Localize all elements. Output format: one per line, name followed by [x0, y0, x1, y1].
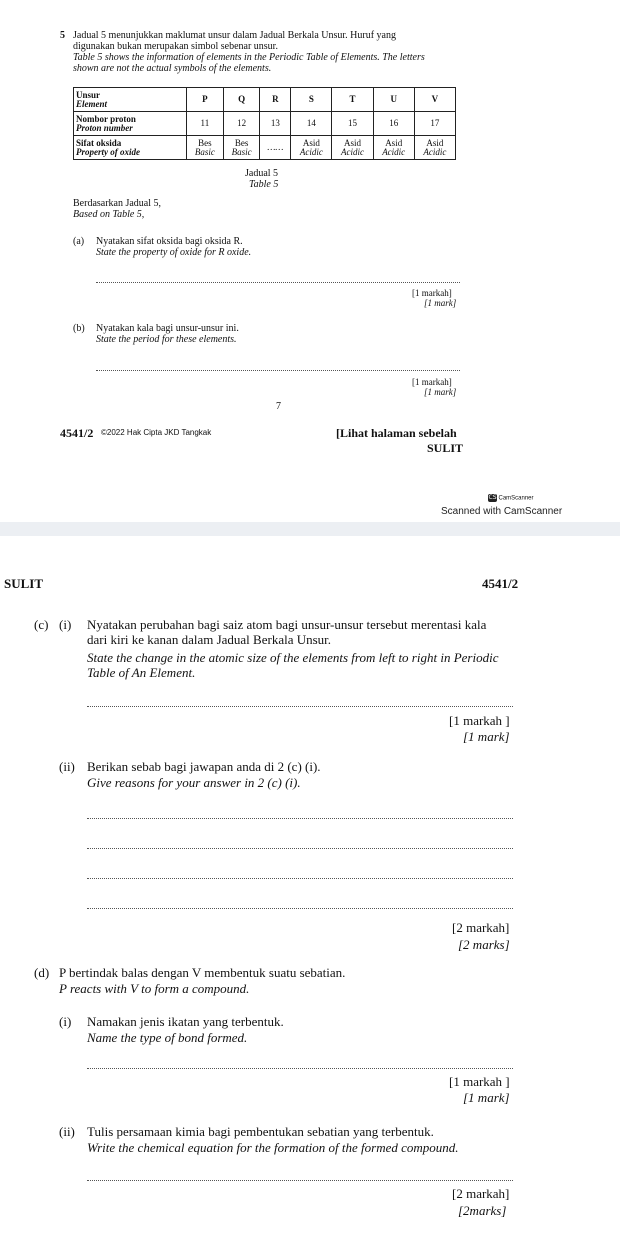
- camscanner-logo-text: CamScanner: [498, 495, 534, 502]
- oxide-cell: [187, 136, 224, 160]
- footer-code: 4541/2: [60, 426, 94, 440]
- based-on-ms: Berdasarkan Jadual 5,: [73, 198, 162, 209]
- element-table: [73, 87, 456, 160]
- proton-cell: 16: [373, 112, 414, 136]
- mark-en: [2marks]: [458, 1203, 507, 1218]
- question-c-i-en-2: Table of An Element.: [87, 665, 196, 680]
- answer-line[interactable]: [87, 706, 513, 707]
- table-header-oxide: [74, 136, 187, 160]
- oxide-cell: [332, 136, 373, 160]
- question-a-label: (a): [73, 236, 85, 247]
- camscanner-logo: [488, 494, 534, 502]
- element-cell: U: [373, 88, 414, 112]
- answer-line[interactable]: [87, 818, 513, 819]
- question-d-ms: P bertindak balas dengan V membentuk suatu sebatian.: [59, 965, 346, 980]
- answer-line[interactable]: [87, 848, 513, 849]
- oxide-cell: [291, 136, 332, 160]
- element-cell: P: [187, 88, 224, 112]
- proton-cell: 15: [332, 112, 373, 136]
- oxide-ms: Asid: [385, 137, 403, 148]
- question-c-label: (c): [34, 617, 49, 632]
- question-c-ii-ms: Berikan sebab bagi jawapan anda di 2 (c) (i).: [87, 759, 321, 774]
- oxide-en: Acidic: [341, 146, 365, 157]
- question-b-en: State the period for these elements.: [96, 334, 237, 345]
- oxide-ms: Asid: [302, 137, 320, 148]
- footer-next-page: [Lihat halaman sebelah: [336, 426, 457, 440]
- proton-label-ms: Nombor proton: [76, 113, 136, 124]
- answer-line[interactable]: [96, 282, 460, 283]
- oxide-en: Acidic: [382, 146, 406, 157]
- page-separator: [0, 522, 620, 536]
- proton-cell: 14: [291, 112, 332, 136]
- question-b-label: (b): [73, 323, 85, 334]
- question-d-label: (d): [34, 965, 50, 980]
- table-caption-ms: Jadual 5: [245, 168, 279, 179]
- footer-sulit: SULIT: [427, 441, 464, 455]
- question-d-ii-label: (ii): [59, 1124, 75, 1139]
- question-d-ii-en: Write the chemical equation for the formation of the formed compound.: [87, 1140, 459, 1155]
- mark-ms: [1 markah ]: [449, 1074, 510, 1089]
- table-row-oxide: [74, 136, 456, 160]
- question-c-ii-en: Give reasons for your answer in 2 (c) (i).: [87, 775, 301, 790]
- oxide-ms: Bes: [234, 137, 249, 148]
- oxide-en: Acidic: [299, 146, 323, 157]
- question-d-ii-ms: Tulis persamaan kimia bagi pembentukan sebatian yang terbentuk.: [87, 1124, 434, 1139]
- oxide-cell: [373, 136, 414, 160]
- question-c-i-en-1: State the change in the atomic size of the elements from left to right in Periodic: [87, 650, 499, 665]
- page-1: [0, 0, 620, 522]
- table-caption-en: Table 5: [249, 179, 279, 190]
- mark-ms: [2 markah]: [452, 1186, 510, 1201]
- table-header-proton: [74, 112, 187, 136]
- element-label-en: Element: [76, 98, 107, 109]
- oxide-cell: [260, 136, 291, 160]
- question-a-ms: Nyatakan sifat oksida bagi oksida R.: [96, 236, 243, 247]
- intro-en-line-1: Table 5 shows the information of elements in the Periodic Table of Elements. The letters: [73, 52, 425, 63]
- answer-line[interactable]: [87, 908, 513, 909]
- table-header-element: [74, 88, 187, 112]
- mark-en: [1 mark]: [463, 729, 510, 744]
- proton-cell: 12: [223, 112, 260, 136]
- question-c-ii-label: (ii): [59, 759, 75, 774]
- based-on-en: Based on Table 5,: [73, 209, 145, 220]
- oxide-label-ms: Sifat oksida: [76, 137, 122, 148]
- element-cell: Q: [223, 88, 260, 112]
- answer-line[interactable]: [87, 878, 513, 879]
- mark-en: [1 mark]: [424, 298, 457, 308]
- oxide-ms: Asid: [426, 137, 444, 148]
- proton-cell: 17: [414, 112, 455, 136]
- header-code: 4541/2: [482, 576, 519, 591]
- question-c-i-label: (i): [59, 617, 72, 632]
- element-cell: R: [260, 88, 291, 112]
- question-d-i-en: Name the type of bond formed.: [87, 1030, 248, 1045]
- page-2: [0, 536, 620, 1244]
- oxide-label-en: Property of oxide: [76, 146, 140, 157]
- question-d-i-label: (i): [59, 1014, 72, 1029]
- mark-en: [1 mark]: [424, 387, 457, 397]
- oxide-ms: Bes: [198, 137, 212, 148]
- mark-ms: [1 markah ]: [449, 713, 510, 728]
- mark-en: [1 mark]: [463, 1090, 510, 1105]
- mark-ms: [1 markah]: [412, 377, 452, 387]
- question-b-ms: Nyatakan kala bagi unsur-unsur ini.: [96, 323, 239, 334]
- question-c-i-ms-2: dari kiri ke kanan dalam Jadual Berkala Unsur.: [87, 632, 332, 647]
- camscanner-icon: CS: [488, 494, 497, 501]
- page-number: 7: [276, 401, 281, 412]
- question-d-en: P reacts with V to form a compound.: [59, 981, 250, 996]
- oxide-cell: [223, 136, 260, 160]
- mark-en: [2 marks]: [458, 937, 510, 952]
- answer-line[interactable]: [96, 370, 460, 371]
- footer-copyright: ©2022 Hak Cipta JKD Tangkak: [101, 428, 212, 437]
- intro-en-line-2: shown are not the actual symbols of the elements.: [73, 63, 272, 74]
- element-cell: S: [291, 88, 332, 112]
- oxide-en: Basic: [194, 146, 215, 157]
- mark-ms: [2 markah]: [452, 920, 510, 935]
- proton-cell: 11: [187, 112, 224, 136]
- proton-cell: 13: [260, 112, 291, 136]
- table-row-element: [74, 88, 456, 112]
- question-c-i-ms-1: Nyatakan perubahan bagi saiz atom bagi unsur-unsur tersebut merentasi kala: [87, 617, 487, 632]
- scanner-watermark: Scanned with CamScanner: [441, 506, 563, 517]
- element-cell: V: [414, 88, 455, 112]
- intro-ms-line-2: digunakan bukan merupakan simbol sebenar unsur.: [73, 41, 278, 52]
- question-a-en: State the property of oxide for R oxide.: [96, 247, 252, 258]
- answer-line[interactable]: [87, 1180, 513, 1181]
- mark-ms: [1 markah]: [412, 288, 452, 298]
- element-label-ms: Unsur: [76, 89, 101, 100]
- oxide-ms: Asid: [344, 137, 362, 148]
- table-row-proton: [74, 112, 456, 136]
- oxide-en: Basic: [231, 146, 252, 157]
- oxide-blank: ……: [267, 142, 284, 152]
- oxide-cell: [414, 136, 455, 160]
- question-number: 5: [60, 30, 65, 41]
- header-sulit: SULIT: [4, 576, 44, 591]
- answer-line[interactable]: [87, 1068, 513, 1069]
- intro-ms-line-1: Jadual 5 menunjukkan maklumat unsur dalam Jadual Berkala Unsur. Huruf yang: [73, 30, 396, 41]
- element-cell: T: [332, 88, 373, 112]
- question-d-i-ms: Namakan jenis ikatan yang terbentuk.: [87, 1014, 284, 1029]
- oxide-en: Acidic: [423, 146, 447, 157]
- proton-label-en: Proton number: [76, 122, 133, 133]
